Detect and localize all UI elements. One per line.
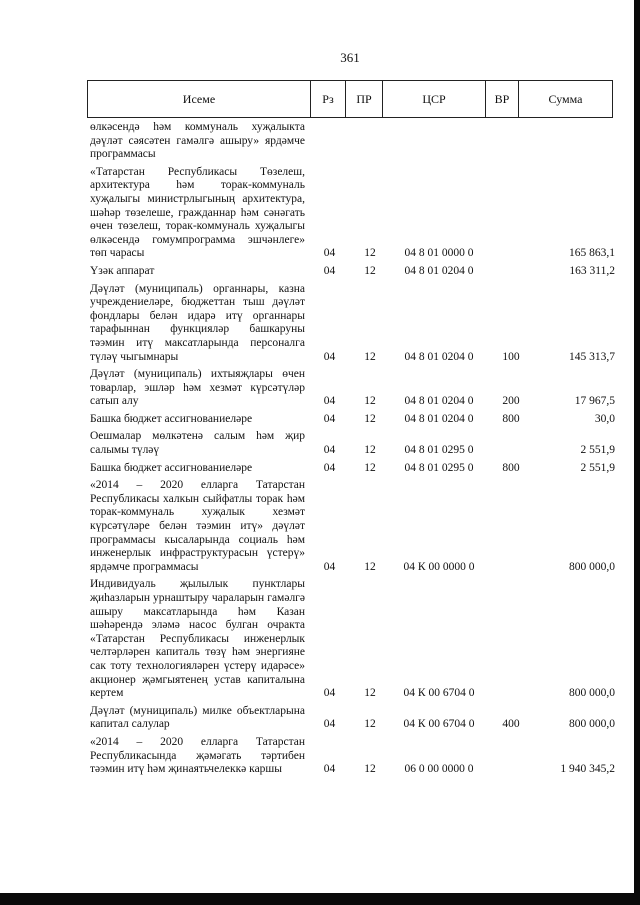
table-row [90, 368, 615, 409]
row-name: Индивидуаль җылылык пунктлары җиһазларын урнаштыру чараларын гамәлгә ашыру максатларында һәм Казан шәһәрендә эләмә насос булган очракта «Татарстан Республикасы инженерлык челтәрләрен капиталь төзү һәм энергияне сак тоту технологияләрен үстерү идарәсе» акционер җәмгыятенең устав капиталына кертем [90, 578, 305, 700]
row-rz: 04 [323, 247, 336, 260]
row-rz: 04 [323, 350, 336, 363]
row-csr: 06 0 00 0000 0 [404, 763, 474, 776]
row-pr: 12 [364, 264, 376, 277]
table-row [90, 265, 615, 279]
row-sum: 2 551,9 [580, 461, 615, 474]
row-rz: 04 [323, 264, 336, 277]
row-name: Башка бюджет ассигнованиеләре [90, 412, 253, 425]
row-rz: 04 [323, 412, 336, 425]
table-row [90, 121, 615, 162]
header-csr: ЦСР [383, 81, 486, 117]
table-row [90, 479, 615, 574]
row-csr: 04 8 01 0000 0 [404, 247, 474, 260]
page-number: 361 [340, 50, 360, 65]
scan-edge-right [634, 0, 640, 905]
scan-edge-bottom [0, 893, 640, 905]
row-sum: 165 863,1 [569, 247, 615, 260]
header-name: Исеме [88, 81, 311, 117]
row-pr: 12 [364, 560, 376, 573]
row-csr: 04 К 00 6704 0 [403, 718, 475, 731]
row-sum: 2 551,9 [580, 444, 615, 457]
row-pr: 12 [364, 687, 376, 700]
row-vr: 800 [502, 412, 520, 425]
table-row [90, 705, 615, 732]
row-csr: 04 8 01 0204 0 [404, 350, 474, 363]
row-vr: 100 [502, 350, 520, 363]
row-rz: 04 [323, 444, 336, 457]
row-rz: 04 [323, 763, 336, 776]
table-row [90, 578, 615, 700]
row-name: Үзәк аппарат [90, 264, 155, 277]
row-name: өлкәсендә һәм коммуналь хуҗалыкта дәүләт сәясәтен гамәлгә ашыру» ярдәмче программасы [90, 121, 305, 161]
row-pr: 12 [364, 350, 376, 363]
row-csr: 04 8 01 0295 0 [404, 461, 474, 474]
row-csr: 04 К 00 6704 0 [403, 687, 475, 700]
row-rz: 04 [323, 687, 336, 700]
row-pr: 12 [364, 763, 376, 776]
row-sum: 145 313,7 [569, 350, 615, 363]
row-name: «2014 – 2020 елларга Татарстан Республикасында җәмәгать тәртибен тәэмин итү һәм җинаятьчелеккә каршы [90, 735, 305, 776]
row-rz: 04 [323, 395, 336, 408]
row-vr: 200 [502, 395, 520, 408]
row-rz: 04 [323, 718, 336, 731]
row-vr: 400 [502, 718, 520, 731]
table-header [87, 80, 613, 118]
row-name: «Татарстан Республикасы Төзелеш, архитектура һәм торак-коммуналь хуҗалыгы министрлыгының архитектура, шәһәр төзелеше, гражданнар һәм сәнәгать өчен төзелеш, торак-коммуналь хуҗалыгы өлкәсендә гомумпрограмма эшчәнлеге» төп чарасы [90, 165, 305, 260]
row-rz: 04 [323, 560, 336, 573]
row-name: Башка бюджет ассигнованиеләре [90, 461, 253, 474]
row-name: «2014 – 2020 елларга Татарстан Республикасы халкын сыйфатлы торак һәм торак-коммуналь хуҗалык хезмәт күрсәтүләре белән тәэмин итү» дәүләт программасы кысаларында социаль һәм инженерлык инфраструктурасын үстерү» ярдәмче программасы [90, 479, 305, 573]
row-pr: 12 [364, 412, 376, 425]
row-csr: 04 8 01 0295 0 [404, 444, 474, 457]
row-csr: 04 8 01 0204 0 [404, 395, 474, 408]
table-row [90, 283, 615, 365]
row-sum: 17 967,5 [574, 395, 615, 408]
table-body [90, 121, 615, 781]
row-pr: 12 [364, 718, 376, 731]
table-row [90, 166, 615, 261]
row-csr: 04 8 01 0204 0 [404, 412, 474, 425]
header-vr: ВР [486, 81, 519, 117]
row-pr: 12 [364, 395, 376, 408]
row-name: Дәүләт (муниципаль) милке объектларына капитал салулар [90, 704, 305, 731]
row-pr: 12 [364, 444, 376, 457]
row-sum: 800 000,0 [569, 687, 615, 700]
row-pr: 12 [364, 461, 376, 474]
row-name: Дәүләт (муниципаль) ихтыяҗлары өчен товарлар, эшләр һәм хезмәт күрсәтүләр сатып алу [90, 368, 305, 408]
header-rz: Рз [311, 81, 346, 117]
table-row [90, 462, 615, 476]
table-row [90, 736, 615, 777]
header-sum: Сумма [548, 91, 583, 106]
row-vr: 800 [502, 461, 520, 474]
row-sum: 800 000,0 [569, 718, 615, 731]
row-pr: 12 [364, 247, 376, 260]
header-pr: ПР [346, 81, 383, 117]
row-sum: 1 940 345,2 [560, 763, 615, 776]
row-sum: 30,0 [594, 412, 615, 425]
table-row [90, 413, 615, 427]
row-csr: 04 К 00 0000 0 [403, 560, 475, 573]
row-name: Дәүләт (муниципаль) органнары, казна учреждениеләре, бюджеттан тыш дәүләт фондлары белән идарә итү органнары тарафыннан функцияләр башкаруны тәэмин итү максатларында персоналга түләү чыгымнары [90, 282, 305, 363]
row-sum: 800 000,0 [569, 560, 615, 573]
row-csr: 04 8 01 0204 0 [404, 264, 474, 277]
row-sum: 163 311,2 [569, 264, 615, 277]
row-rz: 04 [323, 461, 336, 474]
table-row [90, 430, 615, 457]
row-name: Оешмалар мөлкәтенә салым һәм җир салымы түләү [90, 430, 305, 457]
